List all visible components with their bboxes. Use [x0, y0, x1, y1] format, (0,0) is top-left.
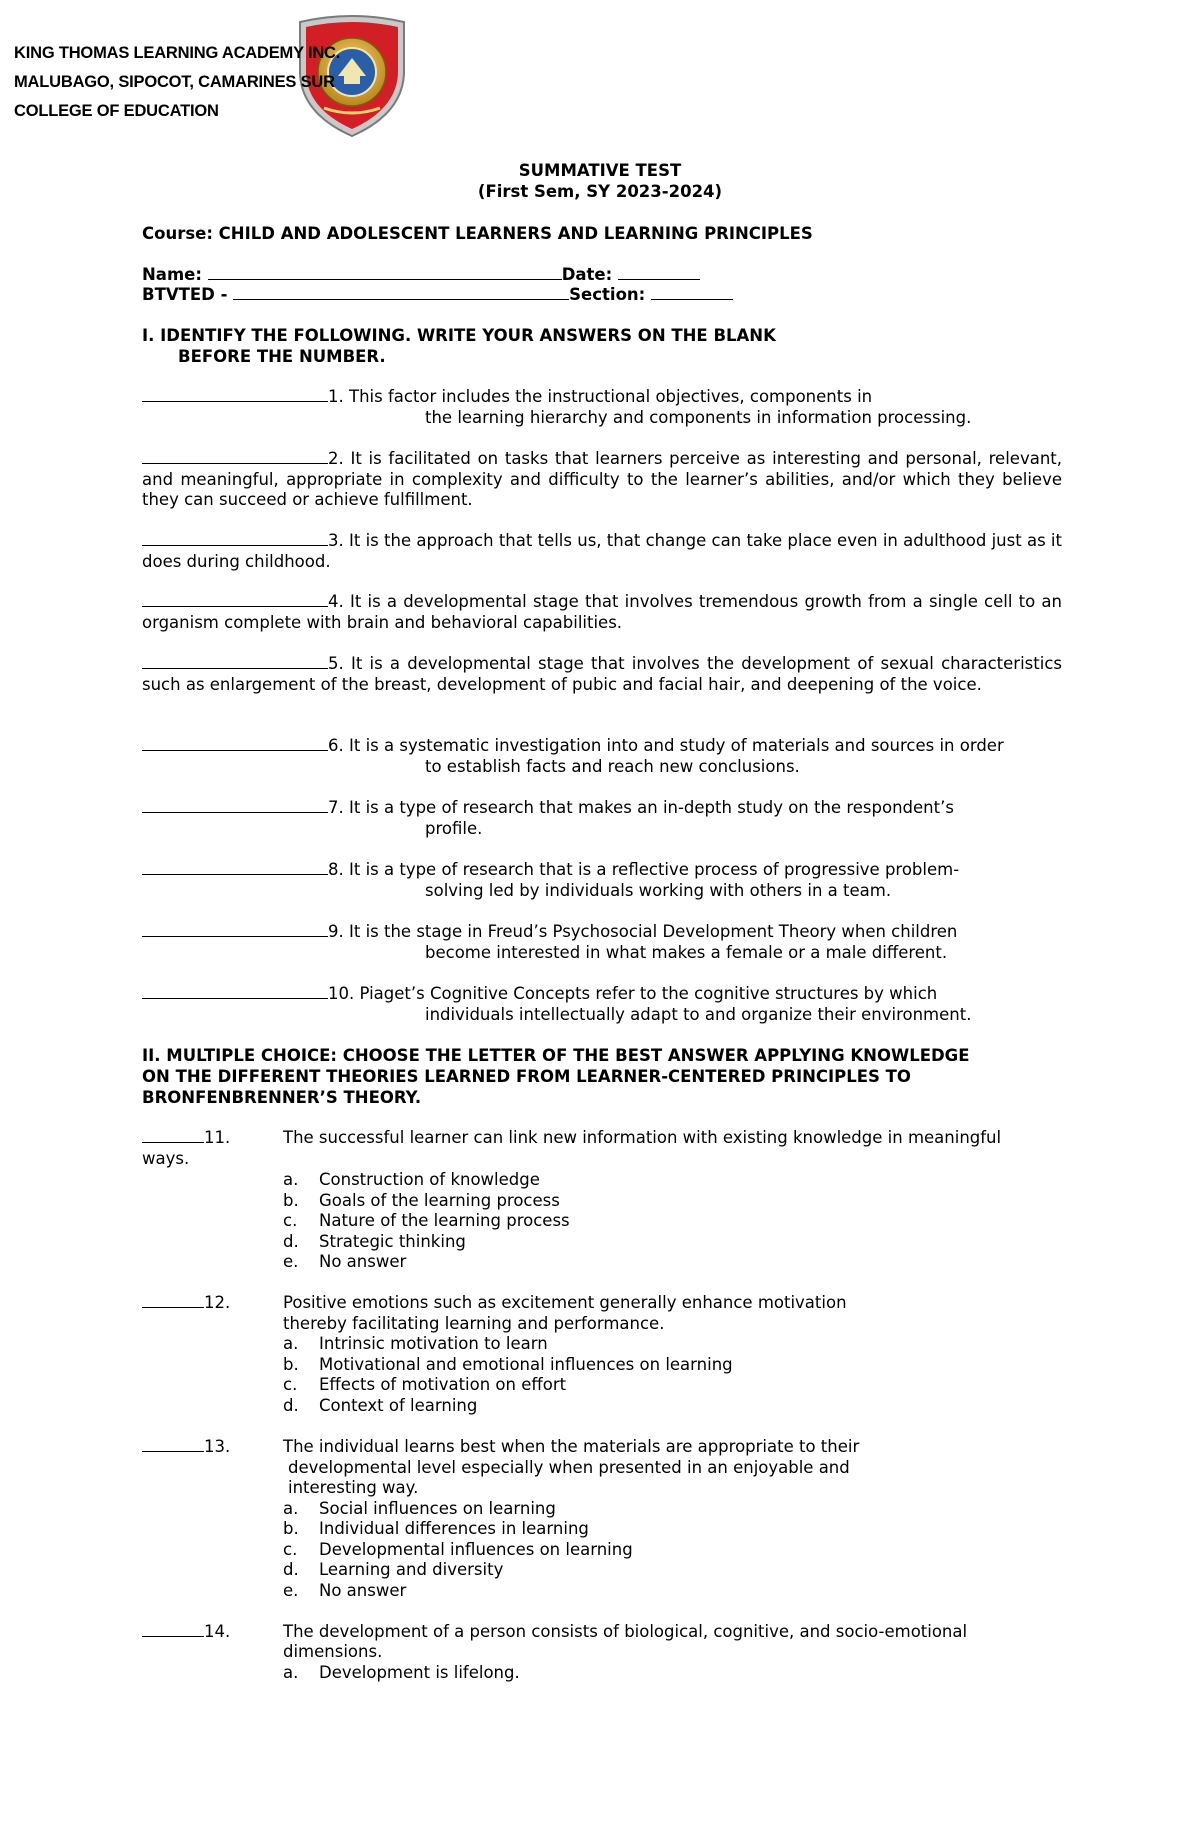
mc-item-13-stem-cont: developmental level especially when presented in an enjoyable and: [288, 1458, 850, 1477]
section-blank[interactable]: [651, 285, 733, 300]
identify-item-8: 8. It is a type of research that is a reflective process of progressive problem- solving led by individuals working with others in a team.: [142, 860, 1062, 901]
test-subtitle: (First Sem, SY 2023-2024): [477, 182, 723, 201]
answer-blank[interactable]: [142, 798, 328, 813]
school-name: KING THOMAS LEARNING ACADEMY INC.: [14, 44, 341, 62]
answer-blank[interactable]: [142, 654, 328, 669]
program-field-row: [142, 285, 733, 304]
answer-blank[interactable]: [142, 1622, 204, 1637]
section-label: Section:: [569, 285, 646, 304]
option-a[interactable]: a. Construction of knowledge: [283, 1170, 540, 1189]
option-d[interactable]: d. Learning and diversity: [283, 1560, 504, 1579]
option-b[interactable]: b. Individual differences in learning: [283, 1519, 589, 1538]
name-field-row: [142, 265, 700, 284]
mc-item-13-stem-cont2: interesting way.: [288, 1478, 419, 1497]
answer-blank[interactable]: [142, 860, 328, 875]
name-label: Name:: [142, 265, 202, 284]
date-label: Date:: [561, 265, 613, 284]
identify-item-2: 2. It is facilitated on tasks that learners perceive as interesting and personal, relevant, and meaningful, appropriate in complexity and difficulty to the learner’s abilities, and/or which they believe they can succeed or achieve fulfillment.: [142, 449, 1062, 509]
identify-item-10: 10. Piaget’s Cognitive Concepts refer to the cognitive structures by which individuals intellectually adapt to and organize their environment.: [142, 984, 1062, 1025]
identify-item-4: 4. It is a developmental stage that involves tremendous growth from a single cell to an organism complete with brain and behavioral capabilities.: [142, 592, 1062, 632]
option-c[interactable]: c. Developmental influences on learning: [283, 1540, 633, 1559]
answer-blank[interactable]: [142, 387, 328, 402]
option-b[interactable]: b. Motivational and emotional influences on learning: [283, 1355, 733, 1374]
course-line: Course: CHILD AND ADOLESCENT LEARNERS AND LEARNING PRINCIPLES: [142, 224, 813, 243]
identify-item-6: 6. It is a systematic investigation into and study of materials and sources in order to establish facts and reach new conclusions.: [142, 736, 1062, 777]
answer-blank[interactable]: [142, 1437, 204, 1452]
part1-heading: I. IDENTIFY THE FOLLOWING. WRITE YOUR ANSWERS ON THE BLANK: [142, 326, 776, 345]
answer-blank[interactable]: [142, 984, 328, 999]
mc-item-11-stem-cont: ways.: [142, 1149, 190, 1168]
identify-item-5: 5. It is a developmental stage that involves the development of sexual characteristics such as enlargement of the breast, development of pubic and facial hair, and deepening of the voice.: [142, 654, 1062, 694]
option-e[interactable]: e. No answer: [283, 1581, 407, 1600]
answer-blank[interactable]: [142, 922, 328, 937]
option-a[interactable]: a. Intrinsic motivation to learn: [283, 1334, 548, 1353]
option-c[interactable]: c. Nature of the learning process: [283, 1211, 570, 1230]
identify-item-7: 7. It is a type of research that makes an in-depth study on the respondent’s profile.: [142, 798, 1062, 839]
date-blank[interactable]: [618, 265, 700, 280]
mc-item-14-stem: The development of a person consists of biological, cognitive, and socio-emotional: [283, 1622, 968, 1641]
test-title: SUMMATIVE TEST: [518, 161, 682, 180]
identify-item-9: 9. It is the stage in Freud’s Psychosocial Development Theory when children become interested in what makes a female or a male different.: [142, 922, 1062, 963]
option-a[interactable]: a. Social influences on learning: [283, 1499, 556, 1518]
college-name: COLLEGE OF EDUCATION: [14, 102, 219, 120]
identify-item-1: 1. This factor includes the instructional objectives, components in the learning hierarchy and components in information processing.: [142, 387, 1062, 428]
mc-item-14-stem-cont: dimensions.: [283, 1642, 383, 1661]
option-e[interactable]: e. No answer: [283, 1252, 407, 1271]
option-c[interactable]: c. Effects of motivation on effort: [283, 1375, 567, 1394]
answer-blank[interactable]: [142, 1128, 204, 1143]
mc-item-11-number: 11.: [142, 1128, 230, 1147]
part2-heading-cont: ON THE DIFFERENT THEORIES LEARNED FROM LEARNER-CENTERED PRINCIPLES TO: [142, 1067, 911, 1086]
mc-item-13-stem: The individual learns best when the materials are appropriate to their: [283, 1437, 860, 1456]
mc-item-13-number: 13.: [142, 1437, 230, 1456]
mc-item-11-stem: The successful learner can link new information with existing knowledge in meaningful: [283, 1128, 1002, 1147]
option-d[interactable]: d. Strategic thinking: [283, 1232, 466, 1251]
program-blank[interactable]: [233, 285, 569, 300]
mc-item-12-stem: Positive emotions such as excitement generally enhance motivation: [283, 1293, 847, 1312]
part2-heading: II. MULTIPLE CHOICE: CHOOSE THE LETTER OF THE BEST ANSWER APPLYING KNOWLEDGE: [142, 1046, 970, 1065]
part1-heading-cont: BEFORE THE NUMBER.: [178, 347, 386, 366]
answer-blank[interactable]: [142, 449, 328, 464]
part2-heading-cont2: BRONFENBRENNER’S THEORY.: [142, 1088, 422, 1107]
name-blank[interactable]: [208, 265, 562, 280]
option-a[interactable]: a. Development is lifelong.: [283, 1663, 520, 1682]
answer-blank[interactable]: [142, 592, 328, 607]
program-label: BTVTED -: [142, 285, 228, 304]
mc-item-12-stem-cont: thereby facilitating learning and performance.: [283, 1314, 665, 1333]
option-b[interactable]: b. Goals of the learning process: [283, 1191, 560, 1210]
answer-blank[interactable]: [142, 1293, 204, 1308]
school-address: MALUBAGO, SIPOCOT, CAMARINES SUR: [14, 73, 335, 91]
mc-item-14-number: 14.: [142, 1622, 230, 1641]
mc-item-12-number: 12.: [142, 1293, 230, 1312]
answer-blank[interactable]: [142, 531, 328, 546]
option-d[interactable]: d. Context of learning: [283, 1396, 478, 1415]
answer-blank[interactable]: [142, 736, 328, 751]
identify-item-3: 3. It is the approach that tells us, that change can take place even in adulthood just as it does during childhood.: [142, 531, 1062, 571]
